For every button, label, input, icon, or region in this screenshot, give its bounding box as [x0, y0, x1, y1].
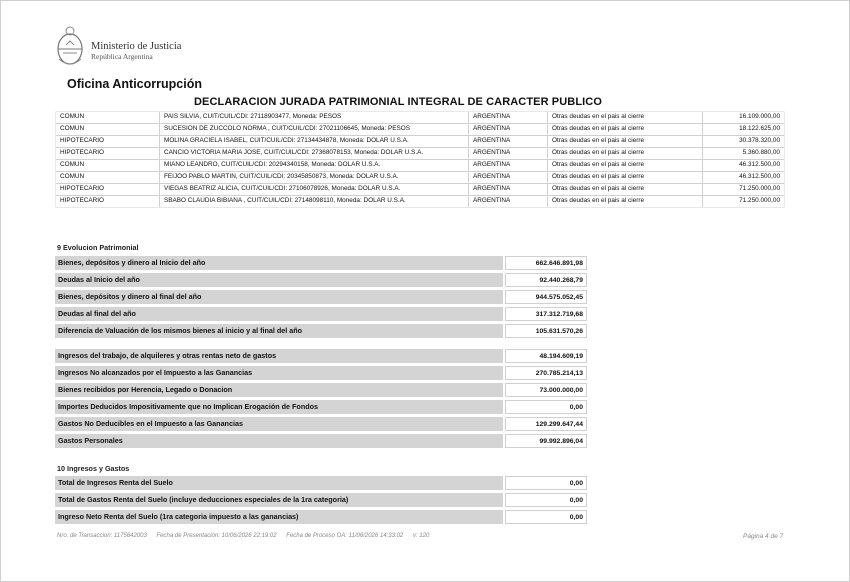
debt-row: [56, 184, 784, 195]
debt-amount-cell: 46.312.500,00: [703, 160, 784, 171]
section-title-evolucion: 9 Evolucion Patrimonial: [57, 243, 139, 252]
summary-label: Gastos Personales: [55, 434, 503, 448]
debt-type-cell: HIPOTECARIO: [56, 136, 159, 147]
summary-value: 0,00: [505, 493, 587, 507]
debt-type-cell: COMUN: [56, 172, 159, 183]
debt-type-cell: COMUN: [56, 112, 159, 123]
debt-holder-cell: PAIS SILVIA, CUIT/CUIL/CDI: 27118903477, Moneda: PESOS: [160, 112, 468, 123]
summary-value: 270.785.214,13: [505, 366, 587, 380]
summary-value: 48.194.609,19: [505, 349, 587, 363]
debt-amount-cell: 71.250.000,00: [703, 184, 784, 195]
summary-row: [55, 349, 587, 363]
summary-value: 0,00: [505, 510, 587, 524]
debt-amount-cell: 71.250.000,00: [703, 196, 784, 207]
summary-label: Importes Deducidos Impositivamente que no Implican Erogación de Fondos: [55, 400, 503, 414]
summary-row: [55, 383, 587, 397]
section-title-ingresos: 10 Ingresos y Gastos: [57, 464, 130, 473]
debt-country-cell: ARGENTINA: [469, 136, 547, 147]
debt-row: [56, 172, 784, 183]
debt-country-cell: ARGENTINA: [469, 112, 547, 123]
summary-label: Deudas al Inicio del año: [55, 273, 503, 287]
summary-value: 99.992.896,04: [505, 434, 587, 448]
summary-row: [55, 417, 587, 431]
summary-label: Ingresos del trabajo, de alquileres y otras rentas neto de gastos: [55, 349, 503, 363]
document-title: DECLARACION JURADA PATRIMONIAL INTEGRAL DE CARACTER PUBLICO: [193, 96, 602, 108]
summary-value: 92.440.268,79: [505, 273, 587, 287]
ministry-label: Ministerio de Justicia: [91, 41, 182, 52]
debt-holder-cell: MIANO LEANDRO, CUIT/CUIL/CDI: 20294340158, Moneda: DOLAR U.S.A.: [160, 160, 468, 171]
summary-label: Total de Ingresos Renta del Suelo: [55, 476, 503, 490]
debt-amount-cell: 5.360.880,00: [703, 148, 784, 159]
summary-label: Ingresos No alcanzados por el Impuesto a las Ganancias: [55, 366, 503, 380]
debt-holder-cell: SUCESION DE ZUCCOLO NORMA , CUIT/CUIL/CDI: 27021106645, Moneda: PESOS: [160, 124, 468, 135]
summary-row: [55, 476, 587, 490]
debt-holder-cell: SBABO CLAUDIA BIBIANA , CUIT/CUIL/CDI: 27148098110, Moneda: DOLAR U.S.A.: [160, 196, 468, 207]
presentation-date: Fecha de Presentación: 10/06/2026 22:19:02: [156, 533, 277, 539]
debt-row: [56, 112, 784, 123]
debt-amount-cell: 30.378.320,00: [703, 136, 784, 147]
debt-type-cell: COMUN: [56, 160, 159, 171]
summary-label: Diferencia de Valuación de los mismos bienes al inicio y al final del año: [55, 324, 503, 338]
summary-row: [55, 493, 587, 507]
debt-amount-cell: 16.109.000,00: [703, 112, 784, 123]
summary-value: 662.646.891,98: [505, 256, 587, 270]
summary-row: [55, 290, 587, 304]
debts-table: [55, 111, 785, 208]
debt-description-cell: Otras deudas en el pais al cierre: [548, 172, 702, 183]
summary-label: Bienes, depósitos y dinero al Inicio del año: [55, 256, 503, 270]
summary-label: Bienes, depósitos y dinero al final del año: [55, 290, 503, 304]
summary-label: Deudas al final del año: [55, 307, 503, 321]
summary-row: [55, 366, 587, 380]
debt-row: [56, 148, 784, 159]
summary-label: Total de Gastos Renta del Suelo (incluye deducciones especiales de la 1ra categoria): [55, 493, 503, 507]
debt-type-cell: HIPOTECARIO: [56, 148, 159, 159]
summary-value: 317.312.719,68: [505, 307, 587, 321]
version-number: v: 120: [412, 533, 430, 539]
summary-row: [55, 256, 587, 270]
debt-description-cell: Otras deudas en el pais al cierre: [548, 148, 702, 159]
debt-country-cell: ARGENTINA: [469, 124, 547, 135]
page-number: Página 4 de 7: [743, 533, 784, 540]
coat-of-arms-icon: [55, 23, 85, 67]
summary-value: 105.631.570,26: [505, 324, 587, 338]
debt-description-cell: Otras deudas en el pais al cierre: [548, 112, 702, 123]
debt-type-cell: HIPOTECARIO: [56, 196, 159, 207]
debt-description-cell: Otras deudas en el pais al cierre: [548, 136, 702, 147]
debt-holder-cell: MOLINA GRACIELA ISABEL, CUIT/CUIL/CDI: 27134434878, Moneda: DOLAR U.S.A.: [160, 136, 468, 147]
debt-row: [56, 136, 784, 147]
summary-row: [55, 307, 587, 321]
debt-type-cell: COMUN: [56, 124, 159, 135]
debt-description-cell: Otras deudas en el pais al cierre: [548, 160, 702, 171]
summary-value: 129.299.647,44: [505, 417, 587, 431]
summary-row: [55, 324, 587, 338]
summary-value: 0,00: [505, 476, 587, 490]
debt-description-cell: Otras deudas en el pais al cierre: [548, 184, 702, 195]
debt-amount-cell: 18.122.625,00: [703, 124, 784, 135]
debt-holder-cell: FEIJOO PABLO MARTIN, CUIT/CUIL/CDI: 20345850873, Moneda: DOLAR U.S.A.: [160, 172, 468, 183]
debt-country-cell: ARGENTINA: [469, 160, 547, 171]
debt-country-cell: ARGENTINA: [469, 196, 547, 207]
summary-value: 0,00: [505, 400, 587, 414]
debt-amount-cell: 46.312.500,00: [703, 172, 784, 183]
debt-country-cell: ARGENTINA: [469, 172, 547, 183]
transaction-number: Nro. de Transaccion: 1175642003: [57, 533, 147, 539]
summary-row: [55, 273, 587, 287]
footer-info: [57, 533, 437, 539]
debt-description-cell: Otras deudas en el pais al cierre: [548, 124, 702, 135]
summary-row: [55, 400, 587, 414]
summary-row: [55, 434, 587, 448]
debt-row: [56, 196, 784, 207]
process-date: Fecha de Proceso OA: 11/06/2026 14:33:02: [286, 533, 404, 539]
ministry-name: [91, 41, 181, 61]
summary-row: [55, 510, 587, 524]
republic-label: República Argentina: [91, 52, 153, 61]
debt-country-cell: ARGENTINA: [469, 184, 547, 195]
debt-row: [56, 160, 784, 171]
summary-label: Bienes recibidos por Herencia, Legado o Donacion: [55, 383, 503, 397]
summary-value: 73.000.000,00: [505, 383, 587, 397]
debt-row: [56, 124, 784, 135]
debt-country-cell: ARGENTINA: [469, 148, 547, 159]
summary-value: 944.575.052,45: [505, 290, 587, 304]
debt-holder-cell: VIEGAS BEATRIZ ALICIA, CUIT/CUIL/CDI: 27106078926, Moneda: DOLAR U.S.A.: [160, 184, 468, 195]
office-name: Oficina Anticorrupción: [67, 77, 202, 91]
summary-label: Ingreso Neto Renta del Suelo (1ra categoria impuesto a las ganancias): [55, 510, 503, 524]
debt-description-cell: Otras deudas en el pais al cierre: [548, 196, 702, 207]
debt-holder-cell: CANCIO VICTORIA MARIA JOSE, CUIT/CUIL/CDI: 27368078153, Moneda: DOLAR U.S.A.: [160, 148, 468, 159]
debt-type-cell: HIPOTECARIO: [56, 184, 159, 195]
summary-label: Gastos No Deducibles en el Impuesto a las Ganancias: [55, 417, 503, 431]
